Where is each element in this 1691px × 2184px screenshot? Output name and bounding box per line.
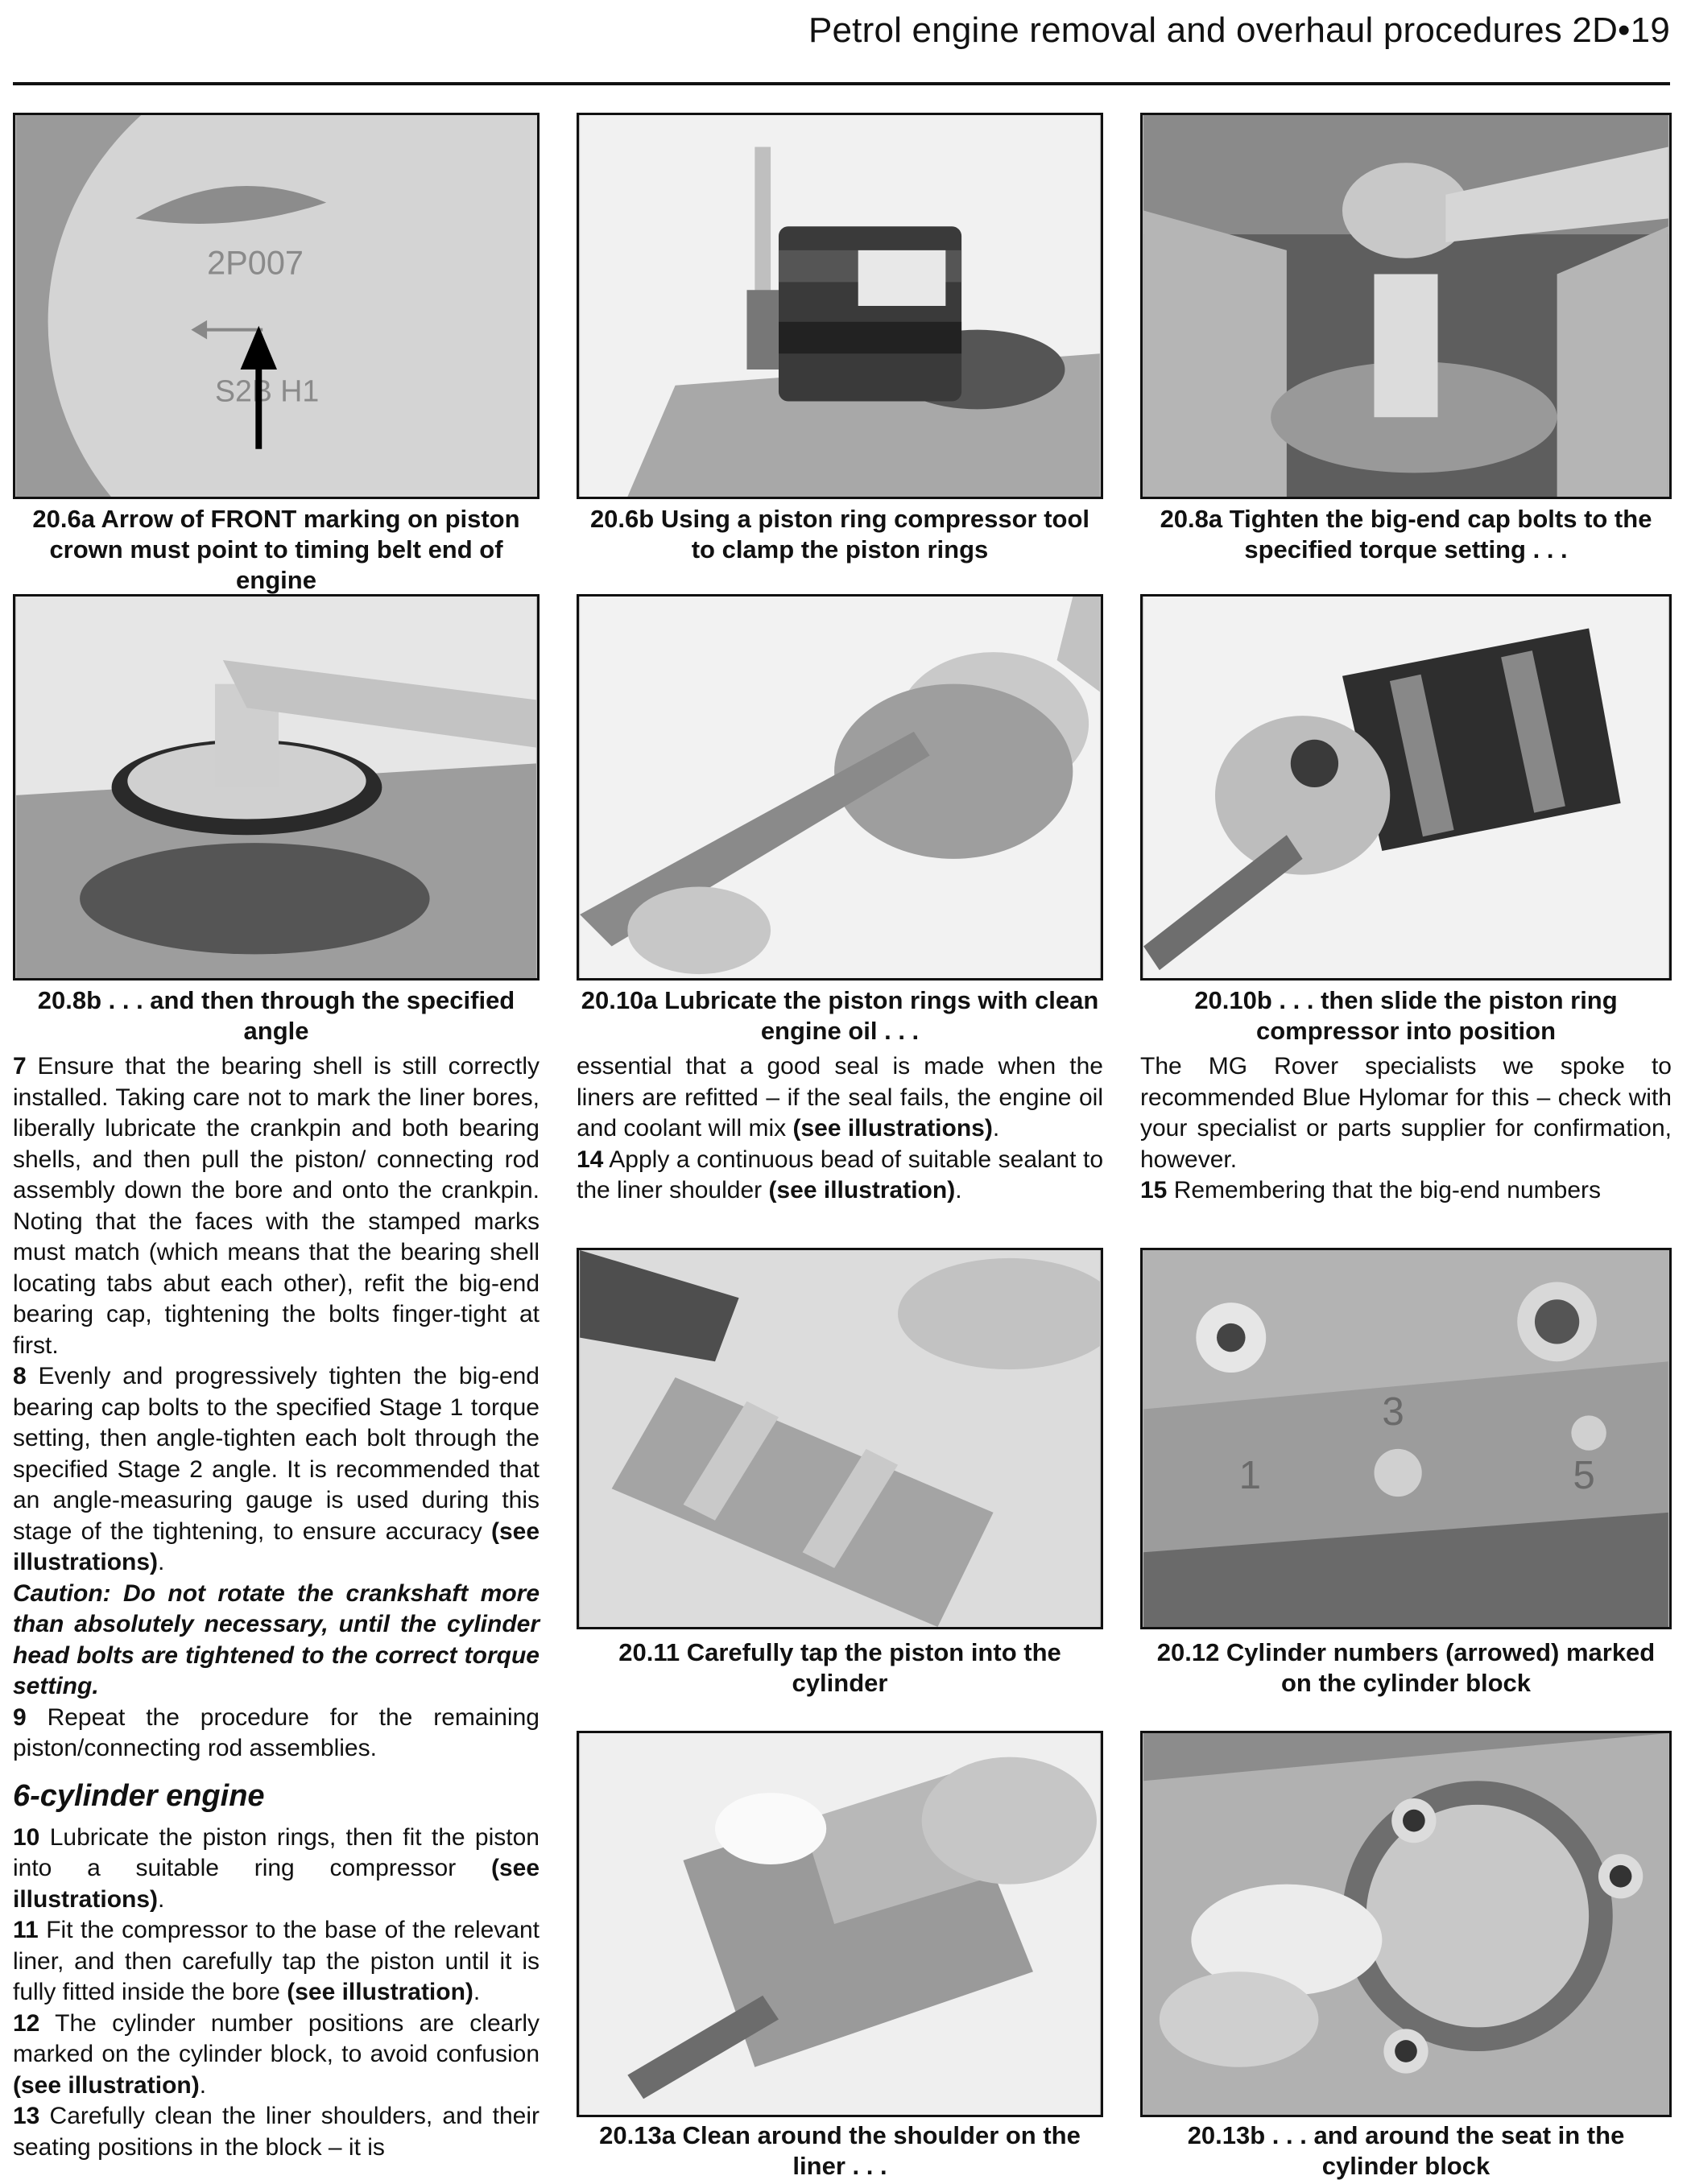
paragraph-14-continued: The MG Rover specialists we spoke to recommended Blue Hylomar for this – check with your specialist or parts supplier for confirmation, however. [1140, 1053, 1672, 1173]
paragraph-13-continued: essential that a good seal is made when the liners are refitted – if the seal fails, the engine oil and coolant will mix (see illustrations). [577, 1053, 1103, 1142]
stamp-code-2: S2B H1 [214, 374, 320, 408]
figure-20-12 [1140, 1248, 1672, 1629]
caption-20-13b: 20.13b . . . and around the seat in the cylinder block [1187, 2121, 1625, 2180]
cylinder-number-1: 1 [1238, 1453, 1262, 1498]
caption-20-6b: 20.6b Using a piston ring compressor tool to clamp the piston rings [589, 505, 1090, 564]
caption-20-11: 20.11 Carefully tap the piston into the cylinder [618, 1638, 1061, 1697]
figure-20-8a [1140, 113, 1672, 499]
paragraph-8: 8 Evenly and progressively tighten the big-end bearing cap bolts to the specified Stage 1 torque setting, then angle-tighten each bolt through the specified Stage 2 angle. It is recommended that an angle-measuring gauge is used during this stage of the tightening, to ensure accuracy (see illustrations). [13, 1363, 540, 1575]
paragraph-7: 7 Ensure that the bearing shell is still correctly installed. Taking care not to mark the liner bores, liberally lubricate the crankpin and both bearing shells, and then pull the piston/ connecting rod assembly down the bore and onto the crankpin. Noting that the faces with the stamped marks must match (which means that the bearing shell locating tabs abut each other), refit the big-end bearing cap, tightening the bolts finger-tight at first. [13, 1053, 540, 1359]
caption-20-8a: 20.8a Tighten the big-end cap bolts to the specified torque setting . . . [1160, 505, 1652, 564]
page-title: Petrol engine removal and overhaul procedures 2D•19 [808, 10, 1670, 50]
caption-20-10a: 20.10a Lubricate the piston rings with clean engine oil . . . [581, 986, 1099, 1045]
figure-20-6b [577, 113, 1103, 499]
cleaning-liner-photo [579, 1733, 1101, 2115]
paragraph-12: 12 The cylinder number positions are clearly marked on the cylinder block, to avoid confusion (see illustration). [13, 2009, 540, 2099]
paragraph-11: 11 Fit the compressor to the base of the relevant liner, and then carefully tap the piston until it is fully fitted inside the bore (see illustration). [13, 1917, 540, 2005]
section-heading: 6-cylinder engine [13, 1778, 265, 1813]
figure-20-13b [1140, 1731, 1672, 2117]
figure-20-8b [13, 594, 540, 981]
figure-20-6a [13, 113, 540, 499]
caption-20-10b: 20.10b . . . then slide the piston ring compressor into position [1194, 986, 1618, 1045]
caption-20-13a: 20.13a Clean around the shoulder on the liner . . . [599, 2121, 1081, 2180]
cleaning-seat-photo [1143, 1733, 1669, 2115]
text-column-2 [577, 1051, 1103, 1207]
figure-20-10b [1140, 594, 1672, 981]
cylinder-number-5: 5 [1573, 1453, 1595, 1498]
ring-compressor-photo [579, 115, 1101, 497]
caption-20-6a: 20.6a Arrow of FRONT marking on piston crown must point to timing belt end of engine [32, 505, 520, 594]
stamp-code-1: 2P007 [207, 243, 304, 282]
text-column-1 [13, 1051, 540, 2163]
paragraph-10: 10 Lubricate the piston rings, then fit the piston into a suitable ring compressor (see illustrations). [13, 1823, 540, 1913]
cylinder-number-3: 3 [1382, 1389, 1404, 1435]
tapping-piston-photo [579, 1250, 1101, 1627]
caption-20-12: 20.12 Cylinder numbers (arrowed) marked on the cylinder block [1156, 1638, 1656, 1697]
compressor-position-photo [1143, 597, 1669, 978]
paragraph-9: 9 Repeat the procedure for the remaining piston/connecting rod assemblies. [13, 1703, 540, 1761]
figure-20-10a [577, 594, 1103, 981]
text-column-3 [1140, 1051, 1672, 1207]
torque-wrench-photo [1143, 115, 1669, 497]
paragraph-13: 13 Carefully clean the liner shoulders, and their seating positions in the block – it is [13, 2103, 540, 2161]
caution-note: Caution: Do not rotate the crankshaft more than absolutely necessary, until the cylinder head bolts are tightened to the correct torque setting. [13, 1579, 540, 1699]
cylinder-block-numbers-photo [1143, 1250, 1669, 1627]
piston-crown-photo [15, 115, 537, 497]
figure-20-13a [577, 1731, 1103, 2117]
oiling-rings-photo [579, 597, 1101, 978]
paragraph-14: 14 Apply a continuous bead of suitable sealant to the liner shoulder (see illustration). [577, 1146, 1103, 1203]
figure-20-11 [577, 1248, 1103, 1629]
paragraph-15: 15 Remembering that the big-end numbers [1140, 1177, 1601, 1203]
caption-20-8b: 20.8b . . . and then through the specified angle [37, 986, 515, 1045]
page-header [13, 0, 1670, 85]
angle-gauge-photo [15, 597, 537, 978]
